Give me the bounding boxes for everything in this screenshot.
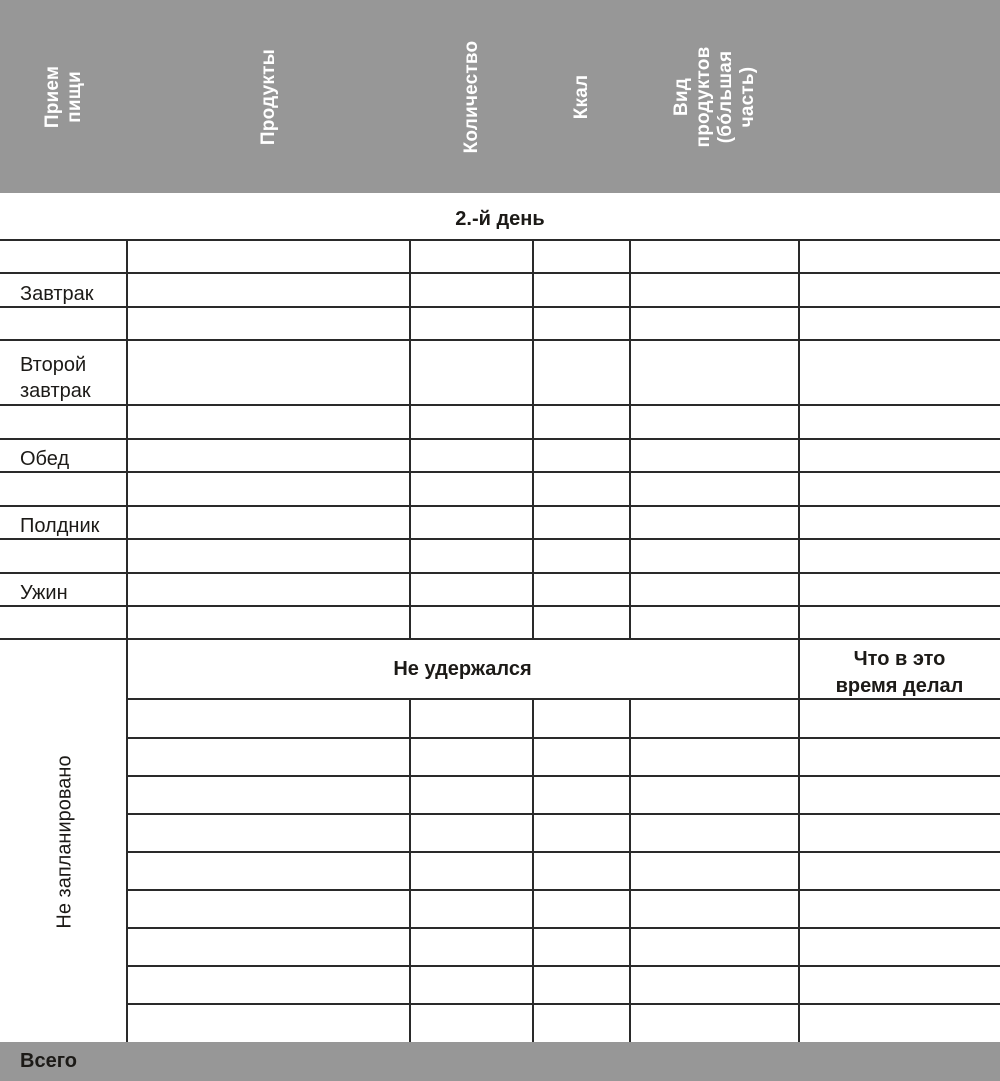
grid-line <box>0 438 1000 440</box>
grid-line <box>409 239 411 640</box>
column-header-product-type <box>630 0 799 193</box>
grid-line <box>127 889 1000 891</box>
table-header <box>0 0 1000 193</box>
grid-line <box>127 927 1000 929</box>
grid-line <box>0 605 1000 607</box>
day-title: 2.-й день <box>455 208 545 230</box>
meal-label-breakfast: Завтрак <box>20 283 94 305</box>
grid-line <box>629 698 631 1042</box>
grid-line <box>409 698 411 1042</box>
total-label: Всего <box>20 1050 77 1072</box>
grid-line <box>127 775 1000 777</box>
column-header-quantity-label: Количество <box>460 40 482 153</box>
grid-line <box>0 638 1000 640</box>
grid-line <box>0 572 1000 574</box>
grid-line <box>0 339 1000 341</box>
column-header-kcal-label: Ккал <box>570 74 592 119</box>
grid-line <box>127 737 1000 739</box>
grid-line <box>629 239 631 640</box>
grid-line <box>127 851 1000 853</box>
grid-line <box>0 306 1000 308</box>
grid-line <box>532 239 534 640</box>
grid-line <box>0 404 1000 406</box>
meal-label-second-breakfast: Второй завтрак <box>20 354 91 402</box>
grid-line <box>126 239 128 1042</box>
grid-line <box>0 505 1000 507</box>
grid-line <box>127 965 1000 967</box>
doing-label: Что в это время делал <box>835 648 964 697</box>
column-header-meal <box>0 0 127 193</box>
meal-label-dinner: Ужин <box>20 582 68 604</box>
grid-line <box>798 239 800 1042</box>
column-header-products <box>127 0 410 193</box>
column-header-products-label: Продукты <box>257 48 279 145</box>
grid-line <box>127 813 1000 815</box>
grid-line <box>532 698 534 1042</box>
grid-line <box>0 538 1000 540</box>
meal-label-snack: Полдник <box>20 515 100 537</box>
unplanned-side-label: Не запланировано <box>53 755 76 929</box>
meal-label-lunch: Обед <box>20 448 70 470</box>
column-header-kcal <box>533 0 630 193</box>
grid-line <box>0 239 1000 241</box>
column-header-quantity <box>410 0 533 193</box>
grid-line <box>0 272 1000 274</box>
failed-label: Не удержался <box>393 658 532 680</box>
total-row <box>0 1042 1000 1081</box>
grid-line <box>127 1003 1000 1005</box>
column-header-meal-label: Прием пищи <box>41 65 85 128</box>
grid-line <box>0 471 1000 473</box>
column-header-product-type-label: Вид продуктов (бóльшая часть) <box>670 46 758 147</box>
